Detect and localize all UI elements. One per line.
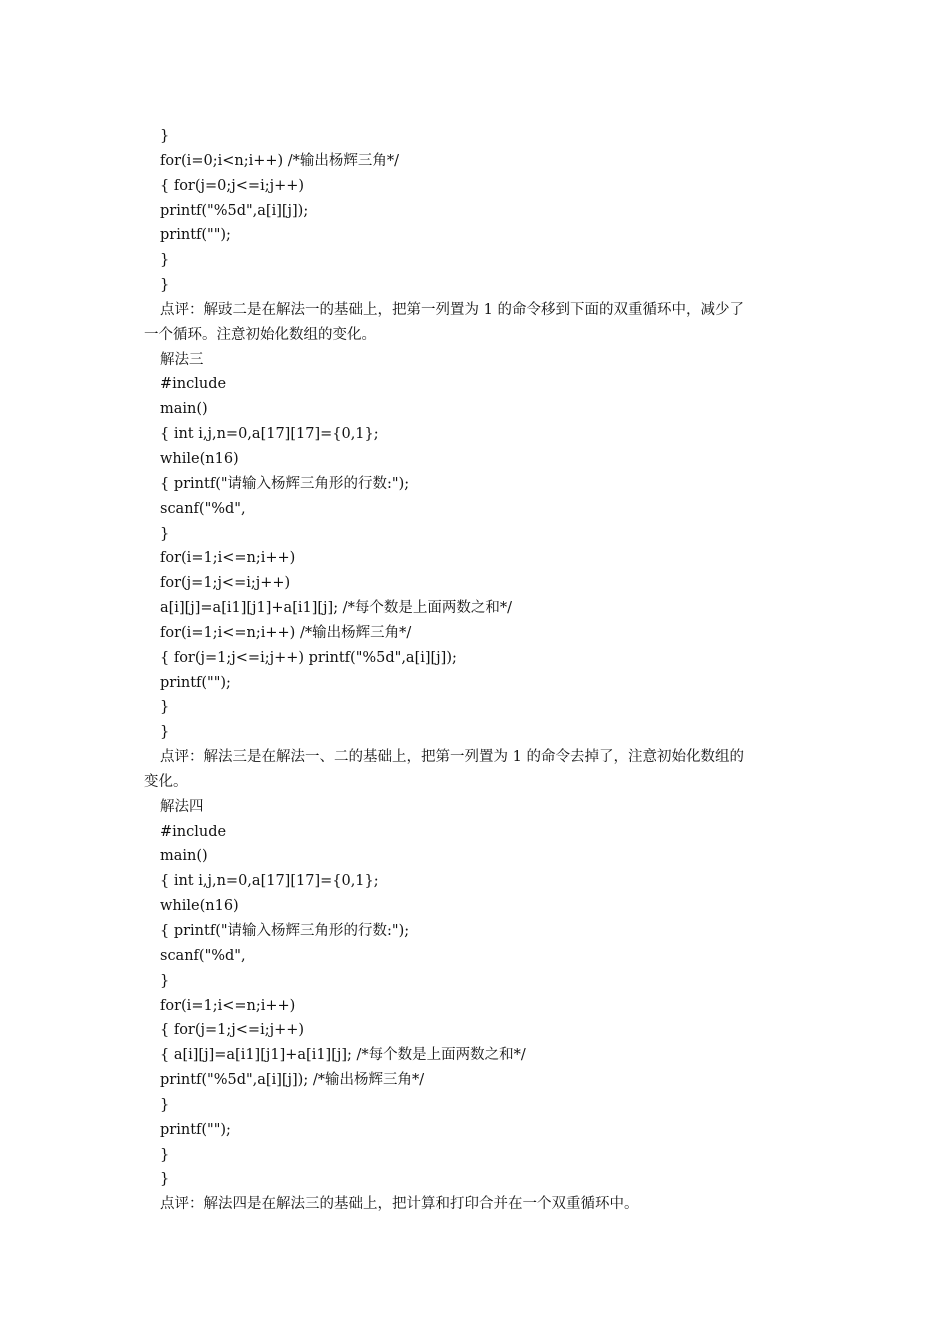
code-line: } — [160, 1096, 170, 1113]
code-line: printf("%5d",a[i][j]); /*输出杨辉三角*/ — [160, 1072, 425, 1089]
code-line: while(n16) — [160, 898, 239, 915]
commentary-continuation: 一个循环。注意初始化数组的变化。 — [144, 326, 376, 343]
code-line: { for(j=0;j<=i;j++) — [160, 177, 305, 194]
code-line: } — [160, 699, 170, 716]
code-line: { for(j=1;j<=i;j++) printf("%5d",a[i][j]); — [160, 649, 457, 666]
code-line: #include — [160, 823, 227, 840]
commentary-line: 点评：解豉二是在解法一的基础上，把第一列置为 1 的命令移到下面的双重循环中，减少了 — [160, 301, 744, 318]
code-line: main() — [160, 848, 208, 865]
code-line: a[i][j]=a[i1][j1]+a[i1][j]; /*每个数是上面两数之和*/ — [160, 600, 512, 617]
code-line: scanf("%d", — [160, 947, 246, 964]
code-line: } — [160, 277, 170, 294]
document-body — [144, 124, 820, 1217]
code-line: for(j=1;j<=i;j++) — [160, 575, 291, 592]
code-line: } — [160, 128, 170, 144]
code-line: { int i,j,n=0,a[17][17]={0,1}; — [160, 426, 379, 443]
code-line: { printf("请输入杨辉三角形的行数:"); — [160, 923, 410, 939]
code-line: for(i=1;i<=n;i++) — [160, 997, 296, 1014]
code-line: for(i=1;i<=n;i++) /*输出杨辉三角*/ — [160, 624, 412, 641]
section-heading: 解法四 — [160, 798, 204, 815]
code-line: printf(""); — [160, 674, 231, 691]
code-line: main() — [160, 401, 208, 418]
code-line: scanf("%d", — [160, 500, 246, 517]
commentary-line: 点评：解法三是在解法一、二的基础上，把第一列置为 1 的命令去掉了，注意初始化数组的 — [160, 749, 744, 766]
code-line: printf("%5d",a[i][j]); — [160, 202, 309, 219]
code-line: } — [160, 252, 170, 269]
section-heading: 解法三 — [160, 351, 204, 368]
commentary-line: 点评：解法四是在解法三的基础上，把计算和打印合并在一个双重循环中。 — [160, 1196, 639, 1213]
code-line: printf(""); — [160, 227, 231, 244]
code-line: } — [160, 1171, 170, 1188]
code-line: { a[i][j]=a[i1][j1]+a[i1][j]; /*每个数是上面两数之和*/ — [160, 1047, 526, 1064]
code-line: { for(j=1;j<=i;j++) — [160, 1022, 305, 1039]
code-line: } — [160, 1146, 170, 1163]
code-line: } — [160, 972, 170, 989]
code-line: for(i=1;i<=n;i++) — [160, 550, 296, 567]
code-line: } — [160, 525, 170, 542]
code-line: { int i,j,n=0,a[17][17]={0,1}; — [160, 873, 379, 890]
code-line: while(n16) — [160, 450, 239, 467]
code-line: #include — [160, 376, 227, 393]
code-line: { printf("请输入杨辉三角形的行数:"); — [160, 475, 410, 492]
code-line: } — [160, 724, 170, 741]
commentary-continuation: 变化。 — [144, 773, 188, 790]
code-line: printf(""); — [160, 1121, 231, 1138]
code-line: for(i=0;i<n;i++) /*输出杨辉三角*/ — [160, 152, 400, 169]
